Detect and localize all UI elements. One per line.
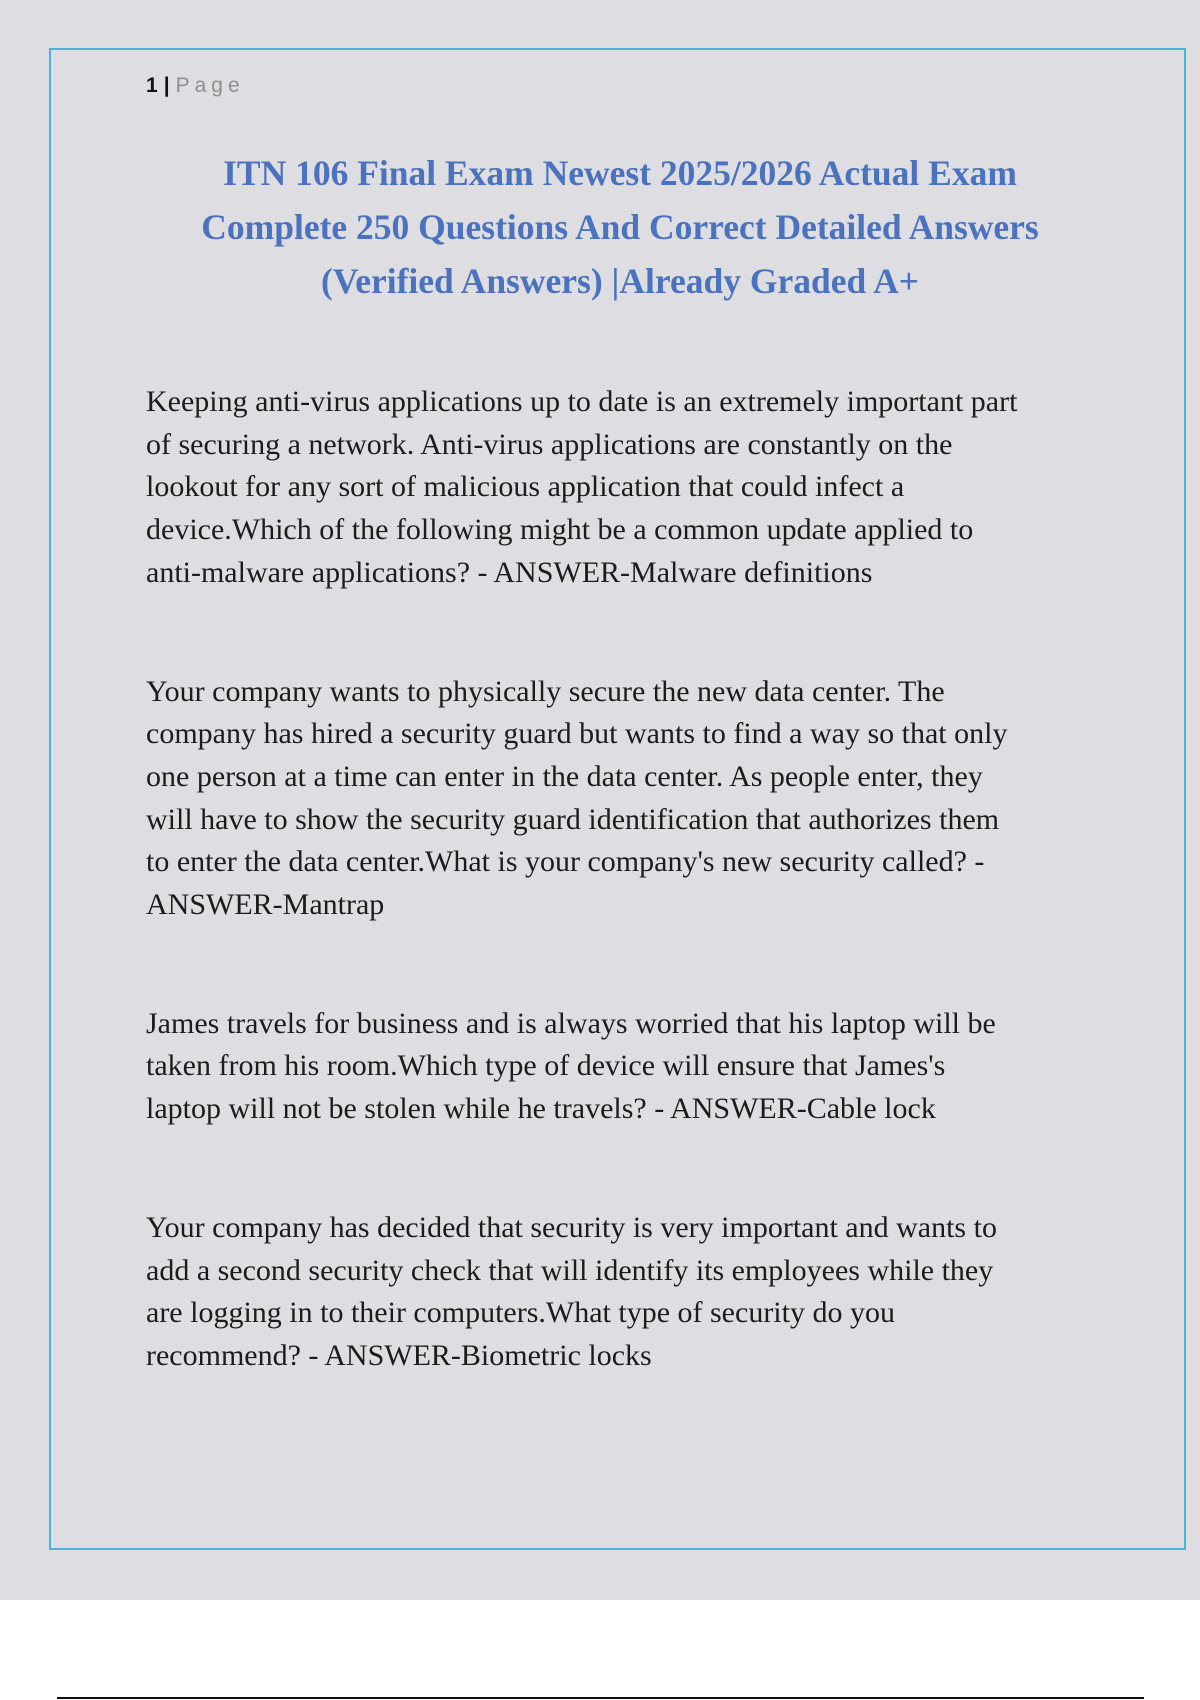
question-list (146, 381, 1106, 1378)
question-answer-item (146, 671, 1106, 927)
question-answer-item (146, 1207, 1106, 1378)
question-line: James travels for business and is always worried that his laptop will be (146, 1006, 996, 1040)
page-number-header (146, 74, 245, 98)
page-number-separator: | (163, 74, 172, 97)
question-line: recommend? - ANSWER-Biometric locks (146, 1338, 652, 1372)
question-line: anti-malware applications? - ANSWER-Malware definitions (146, 555, 873, 589)
question-line: add a second security check that will identify its employees while they (146, 1253, 994, 1287)
question-line: one person at a time can enter in the data center. As people enter, they (146, 759, 983, 793)
question-line: taken from his room.Which type of device will ensure that James's (146, 1049, 946, 1083)
question-line: are logging in to their computers.What type of security do you (146, 1296, 895, 1330)
title-line: Complete 250 Questions And Correct Detailed Answers (201, 207, 1039, 247)
document-title (150, 146, 1090, 308)
question-line: Keeping anti-virus applications up to date is an extremely important part (146, 385, 1018, 418)
question-line: will have to show the security guard identification that authorizes them (146, 802, 1000, 836)
question-line: of securing a network. Anti-virus applications are constantly on the (146, 427, 953, 461)
question-line: laptop will not be stolen while he travels? - ANSWER-Cable lock (146, 1092, 936, 1126)
question-line: ANSWER-Mantrap (146, 888, 385, 922)
question-answer-item (146, 1003, 1106, 1131)
page-number: 1 (146, 74, 160, 97)
question-line: lookout for any sort of malicious application that could infect a (146, 470, 905, 504)
title-line: (Verified Answers) |Already Graded A+ (321, 261, 919, 301)
question-line: Your company wants to physically secure the new data center. The (146, 674, 945, 708)
question-line: Your company has decided that security is very important and wants to (146, 1210, 997, 1244)
question-line: to enter the data center.What is your company's new security called? - (146, 845, 985, 879)
page-label: Page (175, 74, 245, 97)
next-page-rule (57, 1697, 1144, 1699)
question-answer-item (146, 381, 1106, 595)
title-line: ITN 106 Final Exam Newest 2025/2026 Actual Exam (223, 153, 1017, 193)
question-line: company has hired a security guard but wants to find a way so that only (146, 717, 1008, 751)
question-line: device.Which of the following might be a common update applied to (146, 513, 974, 547)
